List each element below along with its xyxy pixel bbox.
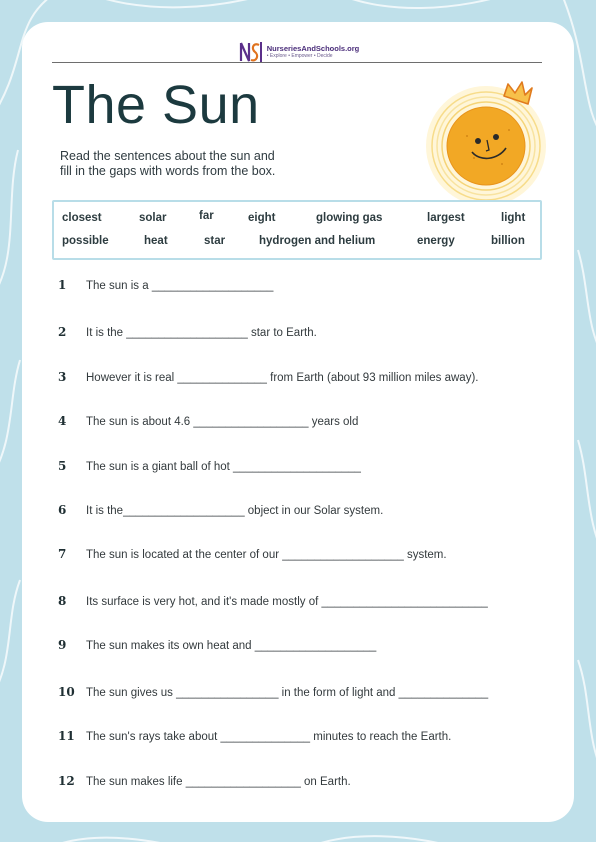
word-heat: heat: [144, 235, 168, 247]
instructions: [60, 149, 360, 179]
brand-name: NurseriesAndSchools.org: [266, 43, 360, 53]
word-solar: solar: [139, 212, 167, 224]
question-number: 5: [58, 459, 67, 473]
header-divider: [52, 62, 542, 63]
question-text: It is the___________________ object in our Solar system.: [86, 505, 384, 517]
instructions-line-1: Read the sentences about the sun and: [60, 149, 275, 163]
question-1: [58, 278, 273, 292]
question-text: The sun's rays take about ______________ minutes to reach the Earth.: [86, 731, 452, 743]
question-10: [58, 685, 488, 699]
question-text: The sun is about 4.6 __________________ years old: [86, 416, 359, 428]
word-far: far: [199, 210, 214, 222]
question-text: It is the ___________________ star to Earth.: [86, 327, 317, 339]
worksheet-card: [22, 22, 574, 822]
question-12: [58, 774, 351, 788]
question-number: 9: [58, 638, 67, 652]
question-7: [58, 547, 447, 561]
question-4: [58, 414, 358, 428]
question-number: 2: [58, 325, 67, 339]
question-text: The sun is a ___________________: [86, 280, 274, 292]
question-text: The sun is located at the center of our ___________________ system.: [86, 549, 447, 561]
question-number: 7: [58, 547, 67, 561]
word-star: star: [204, 235, 226, 247]
word-box: [52, 200, 542, 260]
word-energy: energy: [417, 235, 455, 247]
word-eight: eight: [248, 212, 276, 224]
question-11: [58, 729, 451, 743]
question-number: 12: [58, 774, 75, 788]
question-number: 6: [58, 503, 67, 517]
question-number: 11: [58, 729, 75, 743]
word-glowing-gas: glowing gas: [316, 212, 383, 224]
brand-tagline: • Explore • Empower • Decide: [266, 53, 333, 60]
question-9: [58, 638, 376, 652]
word-closest: closest: [62, 212, 102, 224]
word-light: light: [501, 212, 526, 224]
question-number: 1: [58, 278, 67, 292]
brand-header: [22, 34, 574, 70]
question-8: [58, 594, 488, 608]
question-5: [58, 459, 361, 473]
word-hydrogen-and-helium: hydrogen and helium: [259, 235, 376, 247]
word-largest: largest: [427, 212, 465, 224]
instructions-line-2: fill in the gaps with words from the box.: [60, 164, 276, 178]
question-number: 3: [58, 370, 67, 384]
question-text: The sun makes its own heat and ___________________: [86, 640, 377, 652]
question-2: [58, 325, 317, 339]
word-possible: possible: [62, 235, 109, 247]
word-billion: billion: [491, 235, 525, 247]
question-number: 10: [58, 685, 75, 699]
question-number: 8: [58, 594, 67, 608]
question-3: [58, 370, 478, 384]
question-text: However it is real ______________ from Earth (about 93 million miles away).: [86, 372, 479, 384]
question-text: Its surface is very hot, and it's made mostly of __________________________: [86, 596, 488, 608]
question-number: 4: [58, 414, 67, 428]
page-title: The Sun: [52, 75, 260, 135]
question-text: The sun gives us ________________ in the form of light and ______________: [86, 687, 489, 699]
question-text: The sun is a giant ball of hot ____________________: [86, 461, 361, 473]
question-6: [58, 503, 383, 517]
sun-illustration: [412, 66, 552, 206]
question-text: The sun makes life __________________ on Earth.: [86, 776, 351, 788]
